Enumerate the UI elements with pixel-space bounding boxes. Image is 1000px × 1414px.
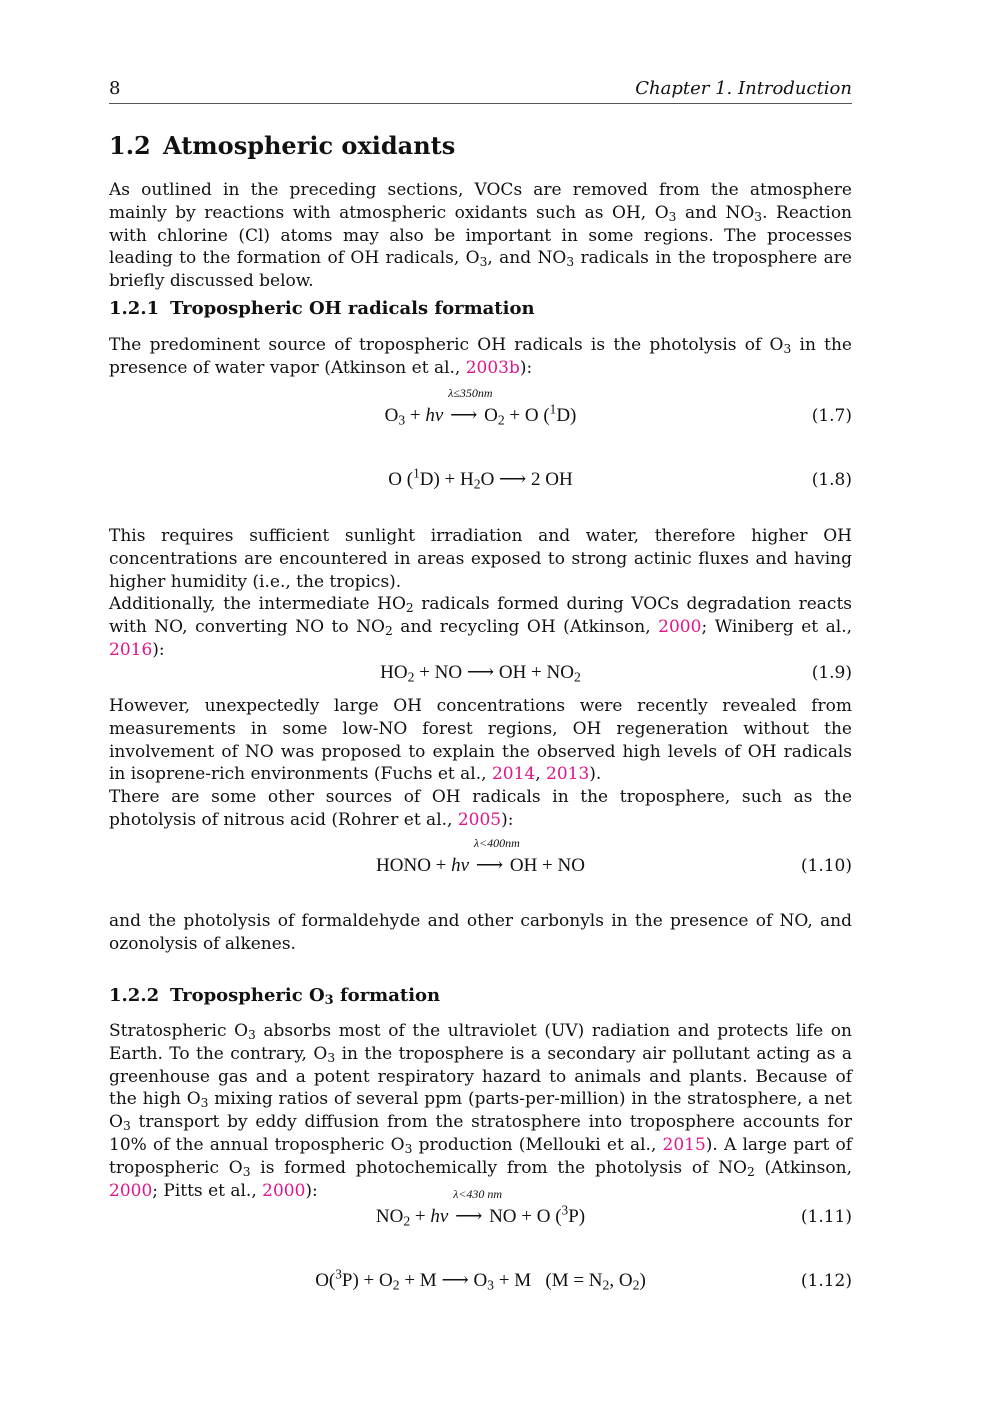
equation-number: (1.8) (811, 470, 852, 490)
reaction-arrow: λ<400nm ⟶ (473, 836, 520, 876)
section-title: Atmospheric oxidants (163, 131, 456, 160)
subsection-heading-o3: 1.2.2 Tropospheric $O_3$ formation (109, 985, 441, 1009)
citation-link[interactable]: 2000 (109, 1180, 153, 1201)
paragraph-oh-source: The predominent source of tropospheric OH radicals is the photolysis of $O_3$ in the presence of water vapor (Atkinson et al., 2003b): (109, 335, 852, 378)
citation-link[interactable]: 2015 (662, 1134, 706, 1155)
equation-1-8: O $(^1D) + H_2O$ ⟶ 2 OH (1.8) (109, 465, 852, 495)
citation-link[interactable]: 2016 (109, 639, 153, 660)
equation-number: (1.7) (811, 406, 852, 426)
paragraph-formaldehyde: and the photolysis of formaldehyde and other carbonyls in the presence of NO, and ozonolysis of alkenes. (109, 911, 852, 954)
section-number: 1.2 (109, 131, 151, 160)
citation-link[interactable]: 2003b (465, 357, 520, 378)
citation-link[interactable]: 2000 (262, 1180, 306, 1201)
equation-number: (1.10) (800, 856, 852, 876)
section-heading (109, 130, 455, 162)
citation-link[interactable]: 2005 (457, 809, 502, 830)
citation-link[interactable]: 2013 (546, 764, 590, 785)
equation-number: (1.9) (811, 663, 852, 683)
reaction-arrow: λ≤350nm ⟶ (448, 386, 493, 426)
equation-number: (1.12) (800, 1271, 852, 1291)
paragraph-intro: As outlined in the preceding sections, VOCs are removed from the atmosphere mainly by reactions with atmospheric oxidants such as OH, $O_3$ and $NO_3$. Reaction with chlorine (Cl) atoms may also be important in some regions. The processes leading to the formation of OH radicals, $O_3$, and $NO_3$ radicals in the troposphere are briefly discussed below. (109, 180, 852, 292)
subsection-title: Tropospheric OH radicals formation (170, 298, 535, 319)
equation-1-12: $O(^3P) + O_2 + M$ ⟶ $O_3 + M$ ($M = N_2$, $O_2$) (1.12) (109, 1266, 852, 1296)
equation-number: (1.11) (800, 1207, 852, 1227)
citation-link[interactable]: 2000 (658, 617, 702, 638)
paragraph-ozone: Stratospheric $O_3$ absorbs most of the ultraviolet (UV) radiation and protects life on Earth. To the contrary, $O_3$ in the troposphere is a secondary air pollutant acting as a greenhouse gas and a potent respiratory hazard to animals and plants. Because of the high $O_3$ mixing ratios of several ppm (parts-per-million) in the stratosphere, a net $O_3$ transport by eddy diffusion from the stratosphere into troposphere accounts for 10% of the annual tropospheric $O_3$ production (Mellouki et al., 2015). A large part of tropospheric $O_3$ is formed photochemically from the photolysis of $NO_2$ (Atkinson, 2000; Pitts et al., 2000): (109, 1021, 852, 1201)
running-header (109, 78, 852, 104)
chapter-title: Chapter 1. Introduction (635, 78, 852, 99)
citation-link[interactable]: 2014 (491, 764, 536, 785)
equation-1-11: $NO_2$ + hv λ<430 nm ⟶ NO + O ($^3$P) (1.11) (109, 1202, 852, 1232)
subsection-heading-oh (109, 297, 535, 321)
equation-1-10: HONO + hv λ<400nm ⟶ OH + NO (1.10) (109, 851, 852, 881)
equation-1-9: $HO_2$ + NO ⟶ OH + $NO_2$ (1.9) (109, 658, 852, 688)
page-number: 8 (109, 78, 121, 99)
reaction-arrow: λ<430 nm ⟶ (453, 1187, 503, 1227)
subsection-number: 1.2.1 (109, 298, 160, 319)
subsection-number: 1.2.2 (109, 985, 160, 1006)
equation-1-7: $O_3$ + hv λ≤350nm ⟶ $O_2 + O$ ($^1$D) (1.7) (109, 401, 852, 431)
paragraph-sunlight: This requires sufficient sunlight irradiation and water, therefore higher OH concentrations are encountered in areas exposed to strong actinic fluxes and having higher humidity (i.e., the tropics). Additionally, the intermediate $HO_2$ radicals formed during VOCs degradation reacts with NO, converting NO to $NO_2$ and recycling OH (Atkinson, 2000; Winiberg et al., 2016): (109, 526, 852, 660)
paragraph-regeneration: However, unexpectedly large OH concentrations were recently revealed from measurements in some low-NO forest regions, OH regeneration without the involvement of NO was proposed to explain the observed high levels of OH radicals in isoprene-rich environments (Fuchs et al., 2014, 2013). There are some other sources of OH radicals in the troposphere, such as the photolysis of nitrous acid (Rohrer et al., 2005): (109, 696, 852, 830)
